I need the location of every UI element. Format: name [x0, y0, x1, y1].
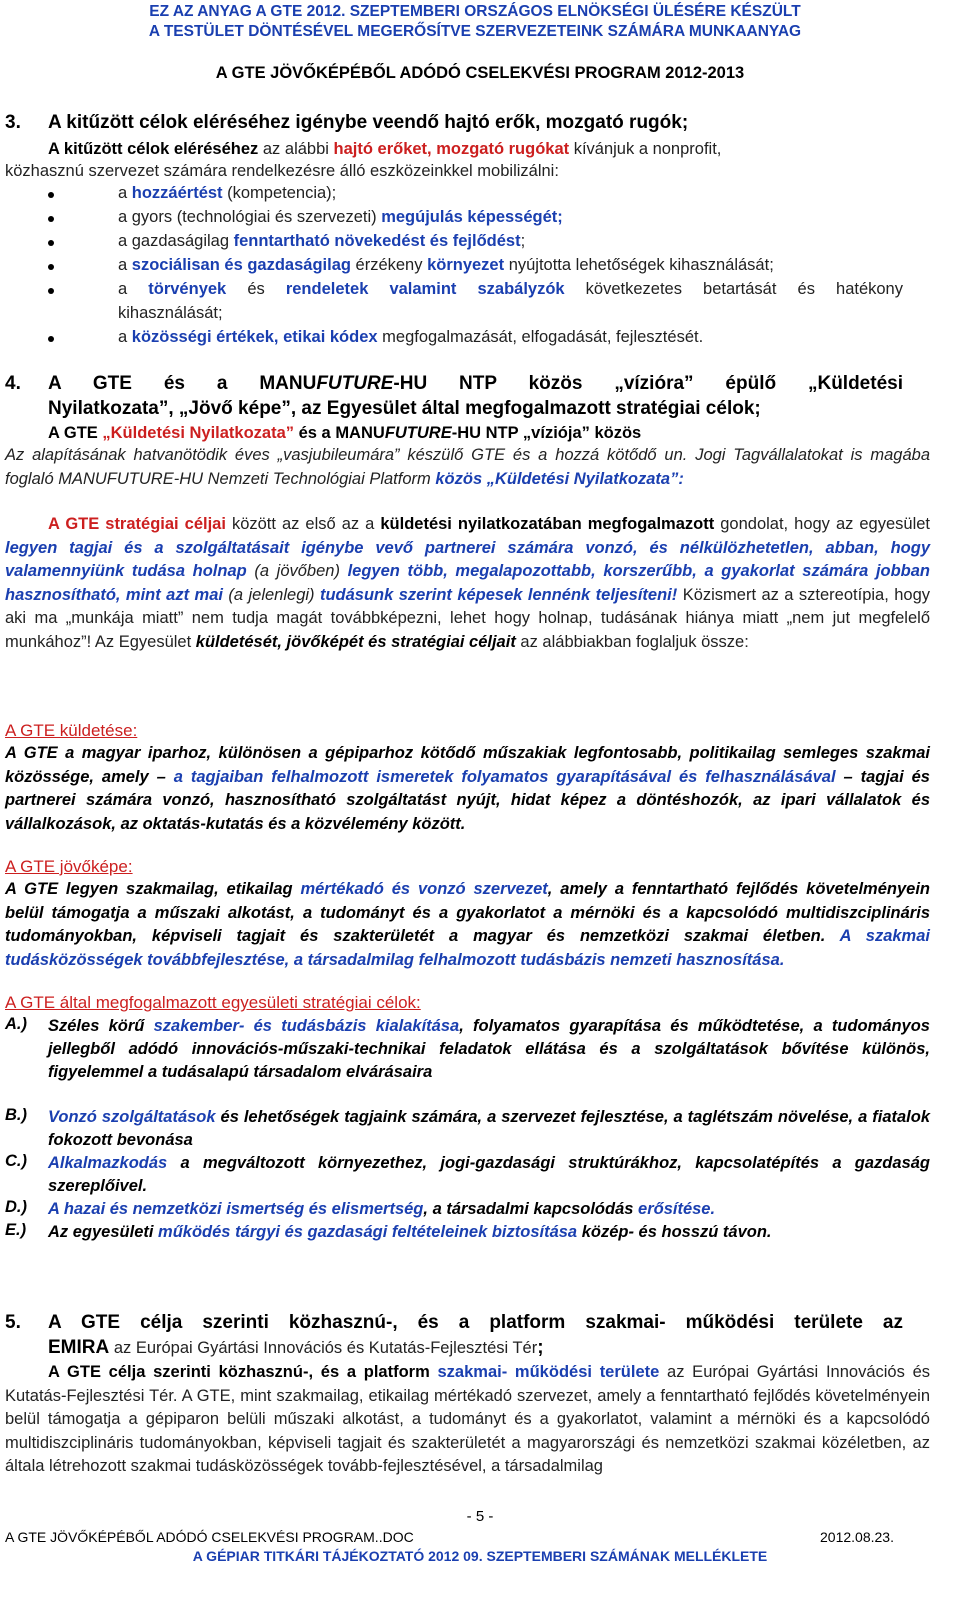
bullet-icon [48, 264, 54, 270]
bullet-icon [48, 216, 54, 222]
page-number: - 5 - [466, 1508, 494, 1525]
mission-title: A GTE küldetése: [5, 721, 138, 740]
bullet-item-competence: a hozzáértést (kompetencia); [118, 184, 337, 202]
section-4-number: 4. [5, 373, 21, 394]
bullet-item-environment: a szociálisan és gazdaságilag érzékeny környezet nyújtotta lehetőségek kihasználását; [118, 256, 774, 274]
goal-label: D.) [5, 1198, 27, 1216]
bullet-item-ethics: a közösségi értékek, etikai kódex megfogalmazását, elfogadását, fejlesztését. [118, 328, 704, 346]
bullet-item-renewal: a gyors (technológiai és szervezeti) megújulás képességét; [118, 208, 563, 226]
header-line-2: A TESTÜLET DÖNTÉSÉVEL MEGERŐSÍTVE SZERVEZETEINK SZÁMÁRA MUNKAANYAG [148, 23, 802, 40]
vision-text: A GTE legyen szakmailag, etikailag mértékadó és vonzó szervezet, amely a fenntartható fejlődés követelményein belül támogatja a műszaki alkotást, a tudományt és a gyakorlatot a mérnöki és a kapcsolódó multidiszciplináris tudományokban, képviseli tagjait és szakterületét a magyar és nemzetközi szakmai életben. A szakmai tudásközösségek továbbfejlesztése, a társadalmilag felhalmozott tudásbázis nemzeti hasznosítása. [5, 880, 930, 969]
footer-filename: A GTE JÖVŐKÉPÉBŐL ADÓDÓ CSELEKVÉSI PROGRAM..DOC [5, 1529, 414, 1545]
footer-note: A GÉPIAR TITKÁRI TÁJÉKOZTATÓ 2012 09. SZEPTEMBERI SZÁMÁNAK MELLÉKLETE [192, 1548, 768, 1564]
header-notice [0, 2, 950, 42]
bullet-icon [48, 192, 54, 198]
bullet-item-growth: a gazdaságilag fenntartható növekedést és fejlődést; [118, 232, 526, 250]
mission-statement-intro: Az alapításának hatvanötödik éves „vasjubileumára” készülő GTE és a hozzá kötődő un. Jogi Tagvállalatokat is magába foglaló MANUFUTURE-HU Nemzeti Technológiai Platform közös „Küldetési Nyilatkozata”: [5, 446, 930, 488]
bullet-item-laws-cont: kihasználását; [118, 304, 223, 322]
section-4-subheading: A GTE „Küldetési Nyilatkozata” és a MANUFUTURE-HU NTP „víziója” közös [48, 424, 642, 442]
bullet-icon [48, 336, 54, 342]
goal-label: E.) [5, 1221, 27, 1239]
mission-paragraph: A GTE stratégiai céljai között az első az a küldetési nyilatkozatában megfogalmazott gondolat, hogy az egyesület legyen tagjai és a szolgáltatásait igénybe vevő partnerei számára vonzó, és nélkülözhetetlen, abban, hogy valamennyiünk tudása holnap (a jövőben) legyen több, megalapozottabb, korszerűbb, a gyakorlat számára jobban hasznosítható, mint azt mai (a jelenlegi) tudásunk szerint képesek lennénk teljesíteni! Közismert az a sztereotípia, hogy aki ma „munkája miatt” nem tudja magát továbbképezni, lehet hogy holnap, tudásának hiánya miatt „nem jut megfelelő munkához”! Az Egyesület küldetését, jövőképét és stratégiai céljait az alábbiakban foglaljuk össze: [5, 515, 931, 651]
goals-title: A GTE által megfogalmazott egyesületi stratégiai célok: [5, 993, 421, 1012]
section-5-heading-line-2: EMIRA az Európai Gyártási Innovációs és Kutatás-Fejlesztési Tér; [48, 1337, 544, 1358]
section-3-heading: A kitűzött célok eléréséhez igénybe veendő hajtó erők, mozgató rugók; [48, 112, 689, 133]
goal-label: C.) [5, 1152, 27, 1170]
goal-item: Széles körű szakember- és tudásbázis kialakítása, folyamatos gyarapítása és működtetése, a tudományos jellegből adódó innovációs-műszaki-technikai feladatok ellátása és a szolgáltatások bővítése különös, figyelemmel a tudásalapú társadalom elvárásaira [48, 1017, 930, 1081]
section-5-heading-line-1: A GTE célja szerinti közhasznú-, és a platform szakmai- működési területe az [48, 1312, 903, 1333]
goal-item: Vonzó szolgáltatások és lehetőségek tagjaink számára, a szervezet fejlesztése, a taglétszám növelése, a fiatalok fokozott bevonása [48, 1108, 931, 1149]
vision-title: A GTE jövőképe: [5, 857, 133, 876]
section-5-paragraph: A GTE célja szerinti közhasznú-, és a platform szakmai- működési területe az Európai Gyártási Innovációs és Kutatás-Fejlesztési Tér. A GTE, mint szakmailag, etikailag mértékadó szervezet, amely a fenntartható fejlődés követelményein belül támogatja a gépiparon belüli műszaki alkotást, a tudományt és a gyakorlatot, valamint a mérnöki és a kapcsolódó multidiszciplináris tudományokban, képviseli tagjait és szakterületét a magyarországi és nemzetközi szakmai közéletben, az általa létrehozott szakmai tudásközösségek tovább-fejlesztésével, a társadalmilag [5, 1363, 930, 1475]
goal-item: Az egyesületi működés tárgyi és gazdasági feltételeinek biztosítása közép- és hosszú távon. [48, 1223, 772, 1241]
goal-item: A hazai és nemzetközi ismertség és elismertség, a társadalmi kapcsolódás erősítése. [48, 1200, 716, 1218]
section-3-intro-line-2: közhasznú szervezet számára rendelkezésre álló eszközeinkkel mobilizálni: [5, 162, 559, 180]
page-title: A GTE JÖVŐKÉPÉBŐL ADÓDÓ CSELEKVÉSI PROGRAM 2012-2013 [215, 64, 745, 82]
mission-text: A GTE a magyar iparhoz, különösen a gépiparhoz kötődő műszakiak legfontosabb, politikailag semleges szakmai közössége, amely – a tagjaiban felhalmozott ismeretek folyamatos gyarapításával és felhasználásával – tagjai és partnerei számára vonzó, hasznosítható szolgáltatást nyújt, hidat képez a döntéshozók, az ipari vállalatok és vállalkozások, az oktatás-kutatás és a közvélemény között. [5, 744, 930, 833]
section-5-number: 5. [5, 1312, 21, 1333]
footer-date: 2012.08.23. [820, 1529, 894, 1545]
section-3-intro-line-1: A kitűzött célok eléréséhez az alábbi hajtó erőket, mozgató rugókat kívánjuk a nonprofit, [48, 140, 722, 158]
goal-item: Alkalmazkodás a megváltozott környezethez, jogi-gazdasági struktúrákhoz, kapcsolatépítés a gazdaság szereplőivel. [48, 1154, 930, 1195]
goal-label: B.) [5, 1106, 27, 1124]
section-3-number: 3. [5, 112, 21, 133]
section-4-heading-line-1: A GTE és a MANUFUTURE-HU NTP közös „vízióra” épülő „Küldetési [48, 373, 903, 394]
bullet-icon [48, 240, 54, 246]
header-line-1: EZ AZ ANYAG A GTE 2012. SZEPTEMBERI ORSZÁGOS ELNÖKSÉGI ÜLÉSÉRE KÉSZÜLT [149, 3, 801, 20]
bullet-icon [48, 288, 54, 294]
goal-label: A.) [5, 1015, 27, 1033]
bullet-item-laws: a törvények és rendeletek valamint szabályzók következetes betartását és hatékony [118, 280, 903, 298]
section-4-heading-line-2: Nyilatkozata”, „Jövő képe”, az Egyesület által megfogalmazott stratégiai célok; [48, 398, 761, 419]
